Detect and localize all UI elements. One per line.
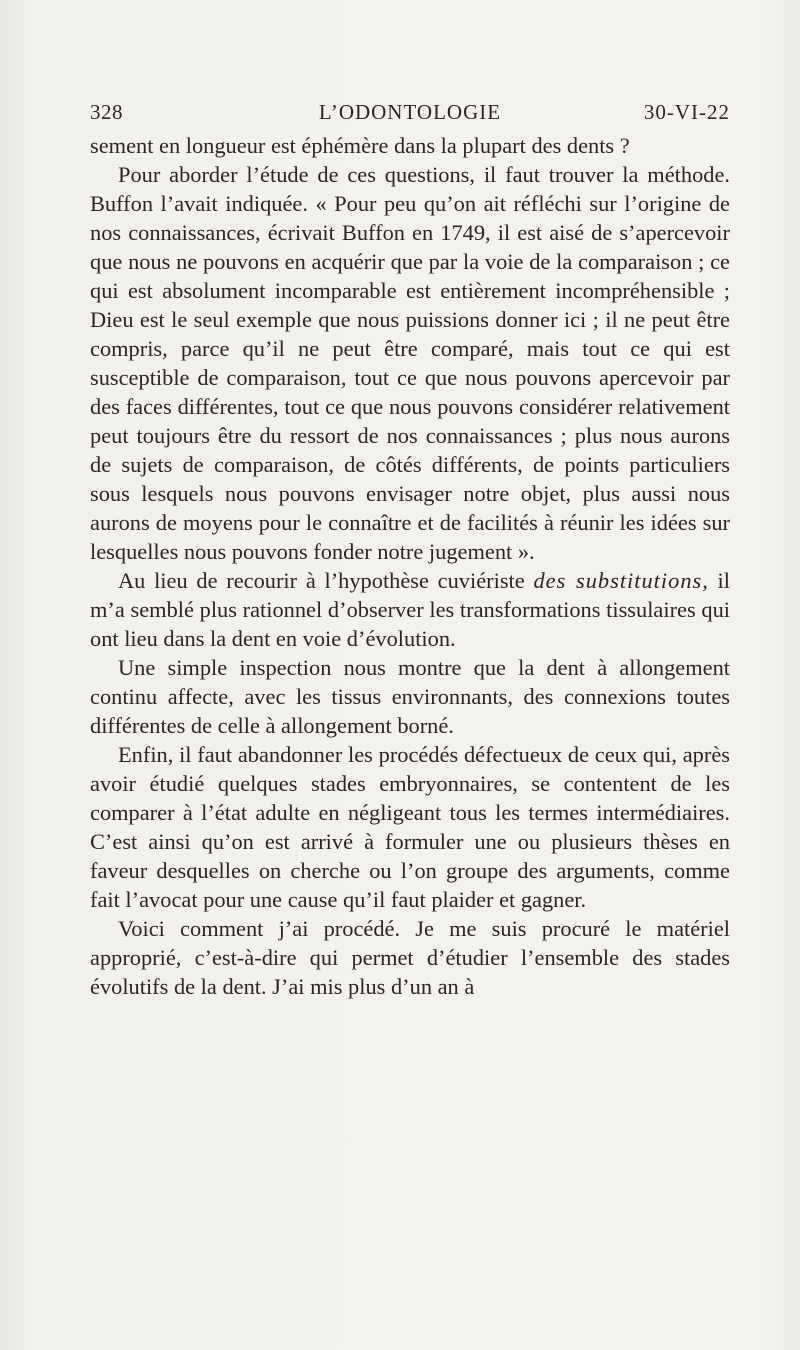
paragraph-text: Au lieu de recourir à l’hypothèse cuviériste (118, 568, 534, 593)
paragraph-inspection: Une simple inspection nous montre que la dent à allongement continu affecte, avec les tissus environnants, des connexions toutes différentes de celle à allongement borné. (90, 655, 730, 738)
running-title: L’ODONTOLOGIE (318, 100, 502, 124)
paragraph-continuation: sement en longueur est éphémère dans la plupart des dents ? (90, 133, 630, 158)
issue-date: 30-VI-22 (643, 100, 730, 124)
paragraph-buffon-quote: Pour aborder l’étude de ces questions, il faut trouver la méthode. Buffon l’avait indiquée. « Pour peu qu’on ait réfléchi sur l’origine de nos connaissances, écrivait Buffon en 1749, il est aisé de s’apercevoir que nous ne pouvons en acquérir que par la voie de la comparaison ; ce qui est absolument incomparable est entièrement incompréhensible ; Dieu est le seul exemple que nous puissions donner ici ; il ne peut être compris, parce qu’il ne peut être comparé, mais tout ce qui est susceptible de comparaison, tout ce que nous pouvons apercevoir par des faces différentes, tout ce que nous pouvons considérer relativement peut toujours être du ressort de nos connaissances ; plus nous aurons de sujets de comparaison, de côtés différents, de points particuliers sous lesquels nous pouvons envisager notre objet, plus aussi nous aurons de moyens pour le connaître et de facilités à réunir les idées sur lesquelles nous pouvons fonder notre jugement ». (90, 162, 730, 564)
italic-term: des substitutions, (533, 568, 709, 593)
paragraph-text: il m’a semblé plus rationnel d’observer les transformations tissulaires qui ont lieu dans la dent en voie d’évolution. (90, 568, 730, 651)
paragraph-cuvierist-hypothesis (90, 566, 730, 653)
running-header (90, 100, 730, 130)
page-number: 328 (90, 100, 123, 124)
paragraph-procedure: Voici comment j’ai procédé. Je me suis procuré le matériel approprié, c’est-à-dire qui permet d’étudier l’ensemble des stades évolutifs de la dent. J’ai mis plus d’un an à (90, 916, 730, 999)
body-text (90, 131, 730, 1001)
paragraph-method-critique: Enfin, il faut abandonner les procédés défectueux de ceux qui, après avoir étudié quelques stades embryonnaires, se contentent de les comparer à l’état adulte en négligeant tous les termes intermédiaires. C’est ainsi qu’on est arrivé à formuler une ou plusieurs thèses en faveur desquelles on cherche ou l’on groupe des arguments, comme fait l’avocat pour une cause qu’il faut plaider et gagner. (90, 742, 730, 912)
